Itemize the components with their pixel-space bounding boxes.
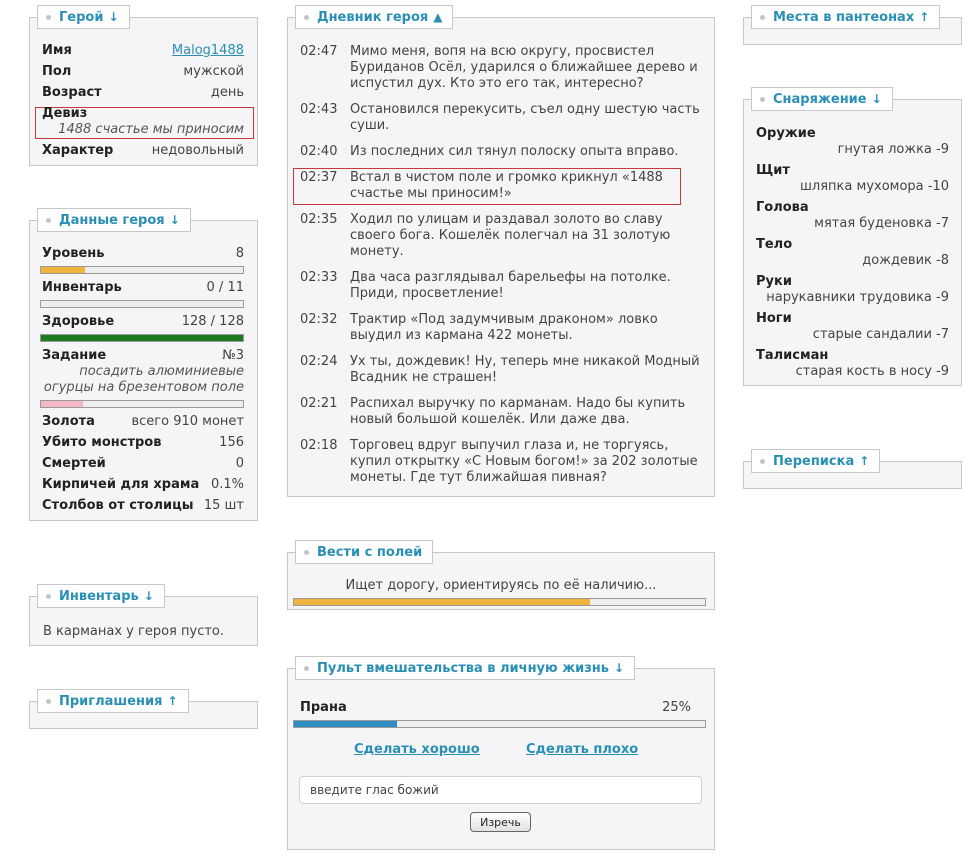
health-progress-fill <box>41 335 243 341</box>
hero-motto-label: Девиз <box>42 106 88 121</box>
deaths-label: Смертей <box>42 456 106 471</box>
diary-entry <box>300 144 704 160</box>
equipment-item-name: нарукавники трудовика -9 <box>766 290 949 305</box>
intervention-panel-header[interactable] <box>295 656 635 680</box>
hero-gender-label: Пол <box>42 64 72 79</box>
make-bad-button[interactable]: Сделать плохо <box>526 742 639 757</box>
arrow-down-icon: ↓ <box>108 10 119 24</box>
diary-entry-text: Ходил по улицам и раздавал золото во славу своего бога. Кошелёк полегчал на 31 золотую монету. <box>350 212 671 259</box>
bullet-dot-icon <box>760 459 765 464</box>
triangle-up-icon: ▲ <box>433 10 443 24</box>
bullet-dot-icon <box>304 666 309 671</box>
equipment-item <box>756 348 949 380</box>
inventory-panel <box>29 588 258 646</box>
bullet-dot-icon <box>46 15 51 20</box>
equipment-item <box>756 126 949 158</box>
diary-entry-text: Встал в чистом поле и громко крикнул «1488 счастье мы приносим!» <box>350 170 663 201</box>
equipment-item-name: дождевик -8 <box>862 253 949 268</box>
diary-entry <box>300 212 704 260</box>
diary-entry <box>300 396 704 428</box>
diary-panel-header[interactable] <box>295 5 453 29</box>
equipment-item <box>756 274 949 306</box>
health-value: 128 / 128 <box>181 314 244 329</box>
inventory-empty-text: В карманах у героя пусто. <box>43 624 224 639</box>
equipment-item-name: гнутая ложка -9 <box>837 142 949 157</box>
bullet-dot-icon <box>304 550 309 555</box>
monsters-label: Убито монстров <box>42 435 162 450</box>
diary-entry <box>300 44 704 92</box>
bullet-dot-icon <box>304 15 309 20</box>
gold-value: всего 910 монет <box>131 414 244 429</box>
quest-row <box>42 348 244 363</box>
bricks-row <box>42 477 244 492</box>
hero-row-motto <box>42 106 244 121</box>
bricks-label: Кирпичей для храма <box>42 477 200 492</box>
hero-panel <box>29 9 258 166</box>
diary-entry-time: 02:18 <box>300 438 338 453</box>
equipment-panel-header[interactable] <box>751 87 893 111</box>
deaths-row <box>42 456 244 471</box>
bullet-dot-icon <box>760 15 765 20</box>
news-progress-bar <box>293 598 706 606</box>
hero-panel-title: Герой <box>59 9 104 25</box>
diary-entry-time: 02:43 <box>300 102 338 117</box>
bullet-dot-icon <box>760 97 765 102</box>
equipment-item-name: старая кость в носу -9 <box>795 364 949 379</box>
hero-data-panel-title: Данные героя <box>59 212 165 228</box>
equipment-slot-label: Ноги <box>756 311 792 326</box>
equipment-slot-label: Голова <box>756 200 809 215</box>
hero-panel-header[interactable] <box>37 5 130 29</box>
hero-row-character <box>42 143 244 158</box>
health-progress-bar <box>40 334 244 342</box>
level-row <box>42 246 244 261</box>
news-panel-header[interactable] <box>295 540 433 564</box>
hero-character-value: недовольный <box>151 143 244 158</box>
pillars-row <box>42 498 244 513</box>
hero-name-label: Имя <box>42 43 72 58</box>
quest-text: посадить алюминиевые огурцы на брезентовом поле <box>43 364 244 395</box>
diary-panel <box>287 9 715 497</box>
gold-row <box>42 414 244 429</box>
diary-entry-text: Из последних сил тянул полоску опыта вправо. <box>350 144 679 159</box>
quest-number: №3 <box>222 348 244 363</box>
diary-entry-text: Ух ты, дождевик! Ну, теперь мне никакой Модный Всадник не страшен! <box>350 354 700 385</box>
news-panel <box>287 544 715 610</box>
bullet-dot-icon <box>46 218 51 223</box>
diary-entry <box>300 312 704 344</box>
equipment-slot-label: Щит <box>756 163 790 178</box>
inventory-count-label: Инвентарь <box>42 280 122 295</box>
diary-entry-text: Распихал выручку по карманам. Надо бы купить новый большой кошелёк. Или даже два. <box>350 396 686 427</box>
diary-entry <box>300 102 704 134</box>
prana-label: Прана <box>300 700 347 715</box>
level-value: 8 <box>235 246 244 261</box>
hero-motto-value: 1488 счастье мы приносим <box>58 122 244 137</box>
diary-entry-time: 02:35 <box>300 212 338 227</box>
pillars-value: 15 шт <box>203 498 244 513</box>
equipment-item-name: мятая буденовка -7 <box>814 216 949 231</box>
hero-data-panel <box>29 212 258 521</box>
quest-label: Задание <box>42 348 107 363</box>
prana-value: 25% <box>662 700 691 715</box>
equipment-item <box>756 311 949 343</box>
diary-entry-text: Торговец вдруг выпучил глаза и, не торгуясь, купил открытку «С Новым богом!» за 202 золотые монеты. Где тут ближайшая пивная? <box>350 438 698 485</box>
arrow-up-icon: ↑ <box>167 694 178 708</box>
news-panel-title: Вести с полей <box>317 544 423 560</box>
equipment-item <box>756 237 949 269</box>
hero-character-label: Характер <box>42 143 114 158</box>
health-label: Здоровье <box>42 314 115 329</box>
invitations-panel-header[interactable] <box>37 689 189 713</box>
diary-entry-time: 02:37 <box>300 170 338 185</box>
diary-entry-text: Остановился перекусить, съел одну шестую часть суши. <box>350 102 700 133</box>
make-good-button[interactable]: Сделать хорошо <box>354 742 480 757</box>
arrow-down-icon: ↓ <box>143 589 154 603</box>
correspondence-panel-header[interactable] <box>751 449 880 473</box>
equipment-slot-label: Оружие <box>756 126 816 141</box>
inventory-progress-bar <box>40 300 244 308</box>
diary-entry <box>300 270 704 302</box>
diary-entry-time: 02:47 <box>300 44 338 59</box>
news-text: Ищет дорогу, ориентируясь по её наличию... <box>345 578 657 593</box>
diary-panel-title: Дневник героя <box>317 9 429 25</box>
level-label: Уровень <box>42 246 105 261</box>
pantheons-panel-title: Места в пантеонах <box>773 9 915 25</box>
diary-entry-time: 02:21 <box>300 396 338 411</box>
hero-age-label: Возраст <box>42 85 102 100</box>
speak-button[interactable]: Изречь <box>470 812 531 832</box>
arrow-up-icon: ↑ <box>919 10 930 24</box>
diary-entry-time: 02:33 <box>300 270 338 285</box>
news-progress-fill <box>294 599 590 605</box>
hero-row-gender <box>42 64 244 79</box>
hero-gender-value: мужской <box>183 64 244 79</box>
equipment-slot-label: Тело <box>756 237 793 252</box>
equipment-item-name: старые сандалии -7 <box>812 327 949 342</box>
diary-entry <box>300 354 704 386</box>
arrow-up-icon: ↑ <box>859 454 870 468</box>
hero-age-value: день <box>210 85 244 100</box>
bullet-dot-icon <box>46 594 51 599</box>
invitations-panel-title: Приглашения <box>59 693 163 709</box>
arrow-down-icon: ↓ <box>871 92 882 106</box>
diary-entry-time: 02:40 <box>300 144 338 159</box>
deaths-value: 0 <box>235 456 244 471</box>
gold-label: Золота <box>42 414 95 429</box>
monsters-row <box>42 435 244 450</box>
hero-row-name <box>42 43 244 58</box>
quest-progress-bar <box>40 400 244 408</box>
equipment-item <box>756 200 949 232</box>
equipment-item <box>756 163 949 195</box>
inventory-count-value: 0 / 11 <box>206 280 244 295</box>
quest-progress-fill <box>41 401 83 407</box>
prana-row <box>300 700 691 715</box>
hero-name-link[interactable]: Malog1488 <box>171 43 244 58</box>
hero-row-age <box>42 85 244 100</box>
diary-entry-time: 02:24 <box>300 354 338 369</box>
inventory-count-row <box>42 280 244 295</box>
inventory-panel-header[interactable] <box>37 584 165 608</box>
diary-entry-text: Два часа разглядывал барельефы на потолке. Приди, просветление! <box>350 270 671 301</box>
diary-entry-text: Мимо меня, вопя на всю округу, просвистел Буриданов Осёл, ударился о ближайшее дерево и испустил дух. Кто это его так, интересно? <box>350 44 698 91</box>
invitations-panel <box>29 693 258 729</box>
pantheons-panel-header[interactable] <box>751 5 940 29</box>
correspondence-panel <box>743 453 962 489</box>
equipment-item-name: шляпка мухомора -10 <box>800 179 949 194</box>
equipment-slot-label: Талисман <box>756 348 829 363</box>
monsters-value: 156 <box>219 435 244 450</box>
equipment-slot-label: Руки <box>756 274 792 289</box>
intervention-panel-title: Пульт вмешательства в личную жизнь <box>317 660 609 676</box>
hero-data-panel-header[interactable] <box>37 208 191 232</box>
level-progress-fill <box>41 267 85 273</box>
equipment-panel-title: Снаряжение <box>773 91 867 107</box>
health-row <box>42 314 244 329</box>
pillars-label: Столбов от столицы <box>42 498 194 513</box>
prana-progress-bar <box>293 720 706 728</box>
equipment-panel <box>743 91 962 386</box>
diary-entry <box>300 170 704 202</box>
bricks-value: 0.1% <box>210 477 244 492</box>
arrow-down-icon: ↓ <box>614 661 625 675</box>
prana-progress-fill <box>294 721 397 727</box>
arrow-down-icon: ↓ <box>169 213 180 227</box>
diary-entry-text: Трактир «Под задумчивым драконом» ловко выудил из кармана 422 монеты. <box>350 312 658 343</box>
pantheons-panel <box>743 9 962 45</box>
intervention-panel <box>287 660 715 850</box>
level-progress-bar <box>40 266 244 274</box>
god-voice-input[interactable] <box>299 776 702 804</box>
diary-entry-time: 02:32 <box>300 312 338 327</box>
bullet-dot-icon <box>46 699 51 704</box>
diary-entry <box>300 438 704 486</box>
correspondence-panel-title: Переписка <box>773 453 855 469</box>
inventory-panel-title: Инвентарь <box>59 588 139 604</box>
